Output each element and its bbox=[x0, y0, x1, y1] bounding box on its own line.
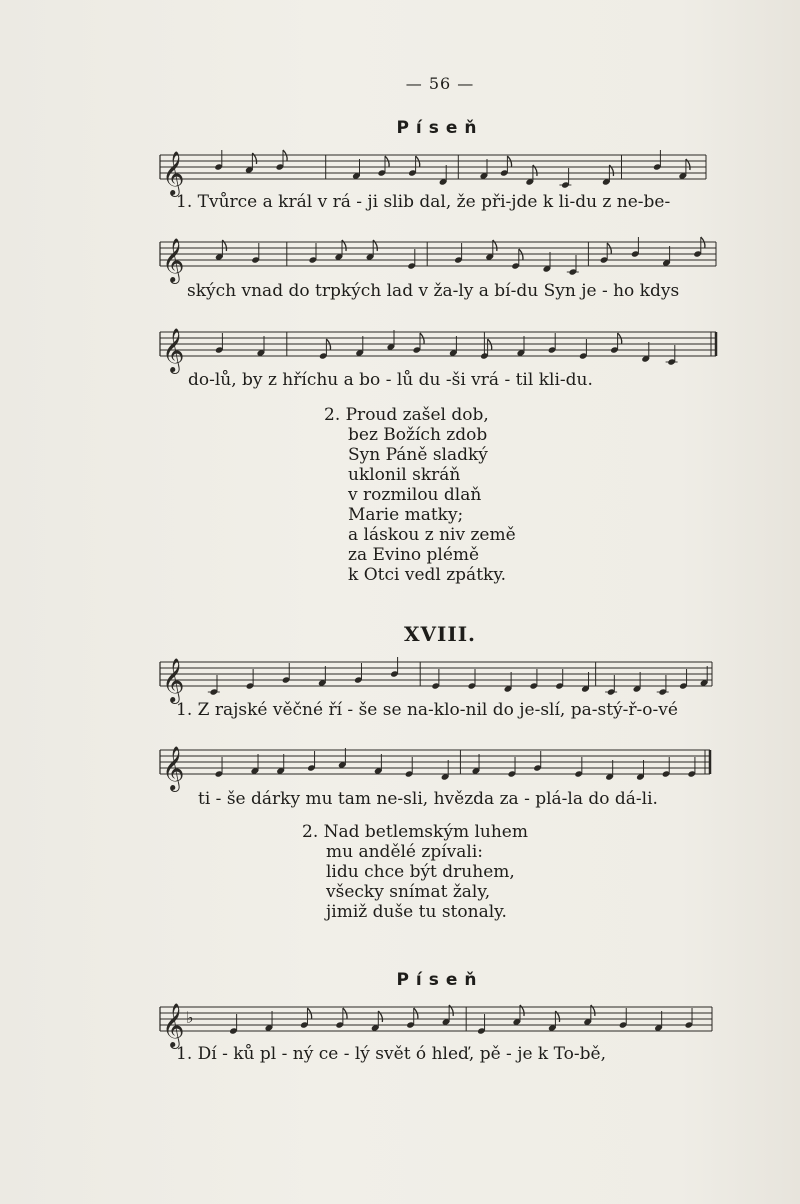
verse-line: 2. Proud zašel dob, bbox=[324, 405, 489, 425]
song-heading-pisen-1: Píseň bbox=[396, 118, 484, 138]
lyric-line: 1. Dí - ků pl - ný ce - lý svět ó hleď, pě - je k To-bě, bbox=[176, 1044, 606, 1064]
verse-2 bbox=[302, 822, 528, 922]
song-heading-xviii: XVIII. bbox=[403, 622, 477, 646]
music-staff bbox=[0, 317, 800, 377]
lyric-line: 1. Tvůrce a král v rá - ji slib dal, že při-jde k li-du z ne-be- bbox=[176, 192, 671, 212]
svg-text:𝄞: 𝄞 bbox=[162, 658, 185, 702]
verse-line: v rozmilou dlaň bbox=[348, 485, 482, 505]
music-staff bbox=[0, 227, 800, 287]
verse-line: bez Božích zdob bbox=[348, 425, 488, 445]
lyric-line: do-lů, by z hříchu a bo - lů du -ši vrá - til kli-du. bbox=[188, 370, 593, 390]
verse-line: Syn Páně sladký bbox=[348, 445, 488, 465]
verse-line: uklonil skráň bbox=[348, 465, 461, 485]
svg-text:𝄞: 𝄞 bbox=[162, 238, 185, 282]
lyric-line: 1. Z rajské věčné ří - še se na-klo-nil do je-slí, pa-stý-ř-o-vé bbox=[176, 700, 678, 720]
music-staff bbox=[0, 647, 800, 707]
verse-line: 2. Nad betlemským luhem bbox=[302, 822, 528, 842]
lyric-line: ských vnad do trpkých lad v ža-ly a bí-du Syn je - ho kdys bbox=[187, 281, 680, 301]
page-number: — 56 — bbox=[405, 74, 475, 93]
verse-line: jimiž duše tu stonaly. bbox=[326, 902, 507, 922]
verse-line: k Otci vedl zpátky. bbox=[348, 565, 507, 585]
svg-text:𝄞: 𝄞 bbox=[162, 328, 185, 372]
music-staff bbox=[0, 735, 800, 795]
verse-line: lidu chce být druhem, bbox=[326, 862, 515, 882]
svg-text:𝄞: 𝄞 bbox=[162, 151, 185, 195]
svg-text:♭: ♭ bbox=[186, 1008, 194, 1027]
svg-text:𝄞: 𝄞 bbox=[162, 1003, 185, 1047]
lyric-line: ti - še dárky mu tam ne-sli, hvězda za - plá-la do dá-li. bbox=[198, 789, 658, 809]
verse-line: za Evino plémě bbox=[348, 545, 480, 565]
verse-line: a láskou z niv země bbox=[348, 525, 516, 545]
verse-2 bbox=[324, 405, 516, 585]
verse-line: mu andělé zpívali: bbox=[326, 842, 484, 862]
music-staff bbox=[0, 992, 800, 1052]
verse-line: všecky snímat žaly, bbox=[326, 882, 491, 902]
verse-line: Marie matky; bbox=[348, 505, 464, 525]
song-heading-pisen-2: Píseň bbox=[396, 970, 484, 990]
music-staff bbox=[0, 140, 800, 200]
svg-text:𝄞: 𝄞 bbox=[162, 746, 185, 790]
